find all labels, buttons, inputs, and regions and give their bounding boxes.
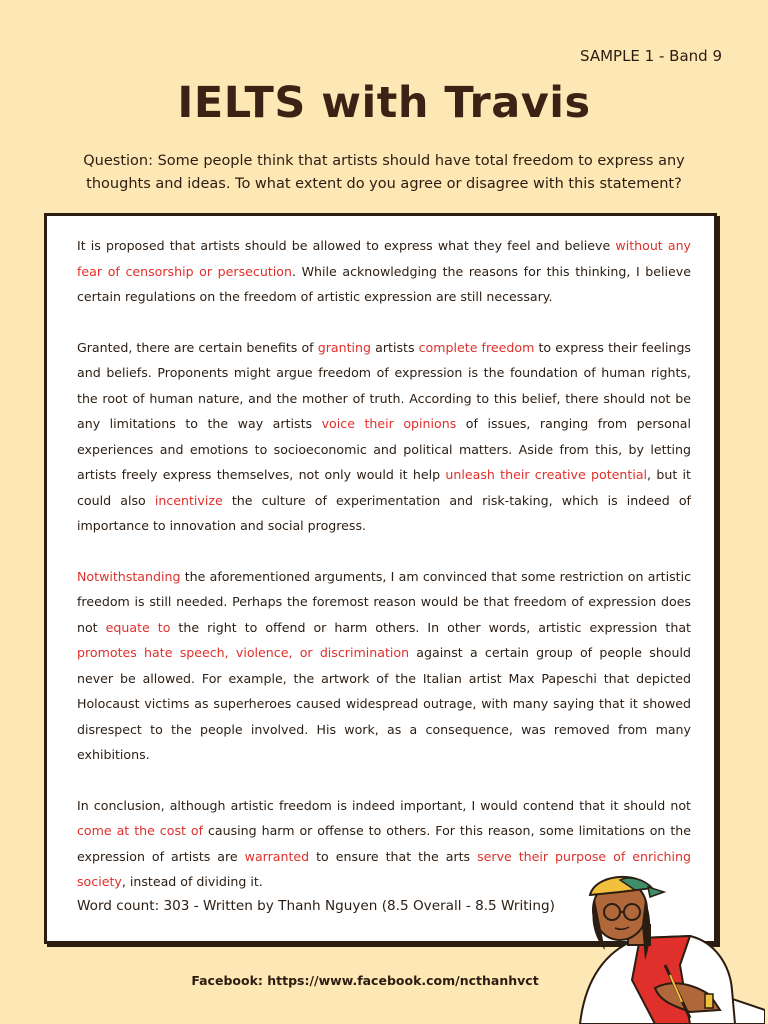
essay-paragraph-2: [77, 335, 691, 539]
text-segment: the culture of experimentation and risk-taking, which is indeed of importance to innovation and social progress.: [77, 492, 691, 533]
text-segment: artists: [371, 339, 419, 355]
page-title: IELTS with Travis: [177, 78, 591, 128]
highlighted-phrase: warranted: [244, 848, 310, 864]
highlighted-phrase: complete freedom: [418, 339, 535, 355]
text-segment: Granted, there are certain benefits of: [77, 339, 318, 355]
highlighted-phrase: come at the cost of: [77, 823, 204, 838]
question-text: Question: Some people think that artists should have total freedom to express any thoughts and ideas. To what extent do you agree or disagree with this statement?: [83, 153, 685, 192]
text-segment: In conclusion, although artistic freedom is indeed important, I would contend that it should not: [77, 797, 691, 813]
text-segment: , instead of dividing it.: [121, 874, 263, 889]
highlighted-phrase: Notwithstanding: [77, 568, 181, 584]
highlighted-phrase: unleash their creative potential: [445, 467, 648, 482]
text-segment: . While acknowledging the reasons for this thinking, I believe certain regulations on the freedom of artistic expression are still necessary.: [77, 263, 691, 304]
text-segment: It is proposed that artists should be allowed to express what they feel and believe: [77, 238, 616, 253]
text-segment: causing harm or offense to others. For this reason, some limitations on the expression of artists are: [77, 823, 692, 864]
text-segment: to express their feelings and beliefs. Proponents might argue freedom of expression is the foundation of human rights, the root of human nature, and the mother of truth. According to this belief, there should not be any limitations to the way artists: [77, 339, 691, 431]
highlighted-phrase: without any fear of censorship or persecution: [77, 238, 692, 279]
highlighted-phrase: promotes hate speech, violence, or discrimination: [77, 645, 410, 660]
essay-body: [77, 233, 691, 917]
text-segment: of issues, ranging from personal experiences and emotions to socioeconomic and political matters. Aside from this, by letting artists freely express themselves, not only would it help: [77, 416, 692, 482]
sample-label: SAMPLE 1 - Band 9: [580, 47, 722, 65]
essay-paragraph-3: [77, 564, 691, 768]
text-segment: the right to offend or harm others. In other words, artistic expression that: [170, 619, 691, 635]
highlighted-phrase: equate to: [105, 619, 171, 635]
highlighted-phrase: incentivize: [154, 492, 223, 508]
student-illustration: [560, 870, 765, 1024]
text-segment: to ensure that the arts: [309, 848, 478, 864]
highlighted-phrase: serve their purpose of enriching society: [77, 848, 691, 889]
word-count: Word count: 303 - Written by Thanh Nguyen (8.5 Overall - 8.5 Writing): [77, 897, 555, 914]
facebook-link[interactable]: Facebook: https://www.facebook.com/ncthanhvct: [191, 973, 539, 988]
text-segment: , but it could also: [77, 467, 691, 508]
essay-paragraph-1: [77, 233, 691, 310]
highlighted-phrase: granting: [317, 339, 371, 355]
text-segment: against a certain group of people should never be allowed. For example, the artwork of the Italian artist Max Papeschi that depicted Holocaust victims as superheroes caused widespread outrage, with many saying that it showed disrespect to the people involved. His work, as a consequence, was removed from many exhibitions.: [77, 645, 691, 762]
highlighted-phrase: voice their opinions: [321, 416, 457, 431]
text-segment: the aforementioned arguments, I am convinced that some restriction on artistic freedom is still needed. Perhaps the foremost reason would be that freedom of expression does not: [77, 568, 691, 635]
